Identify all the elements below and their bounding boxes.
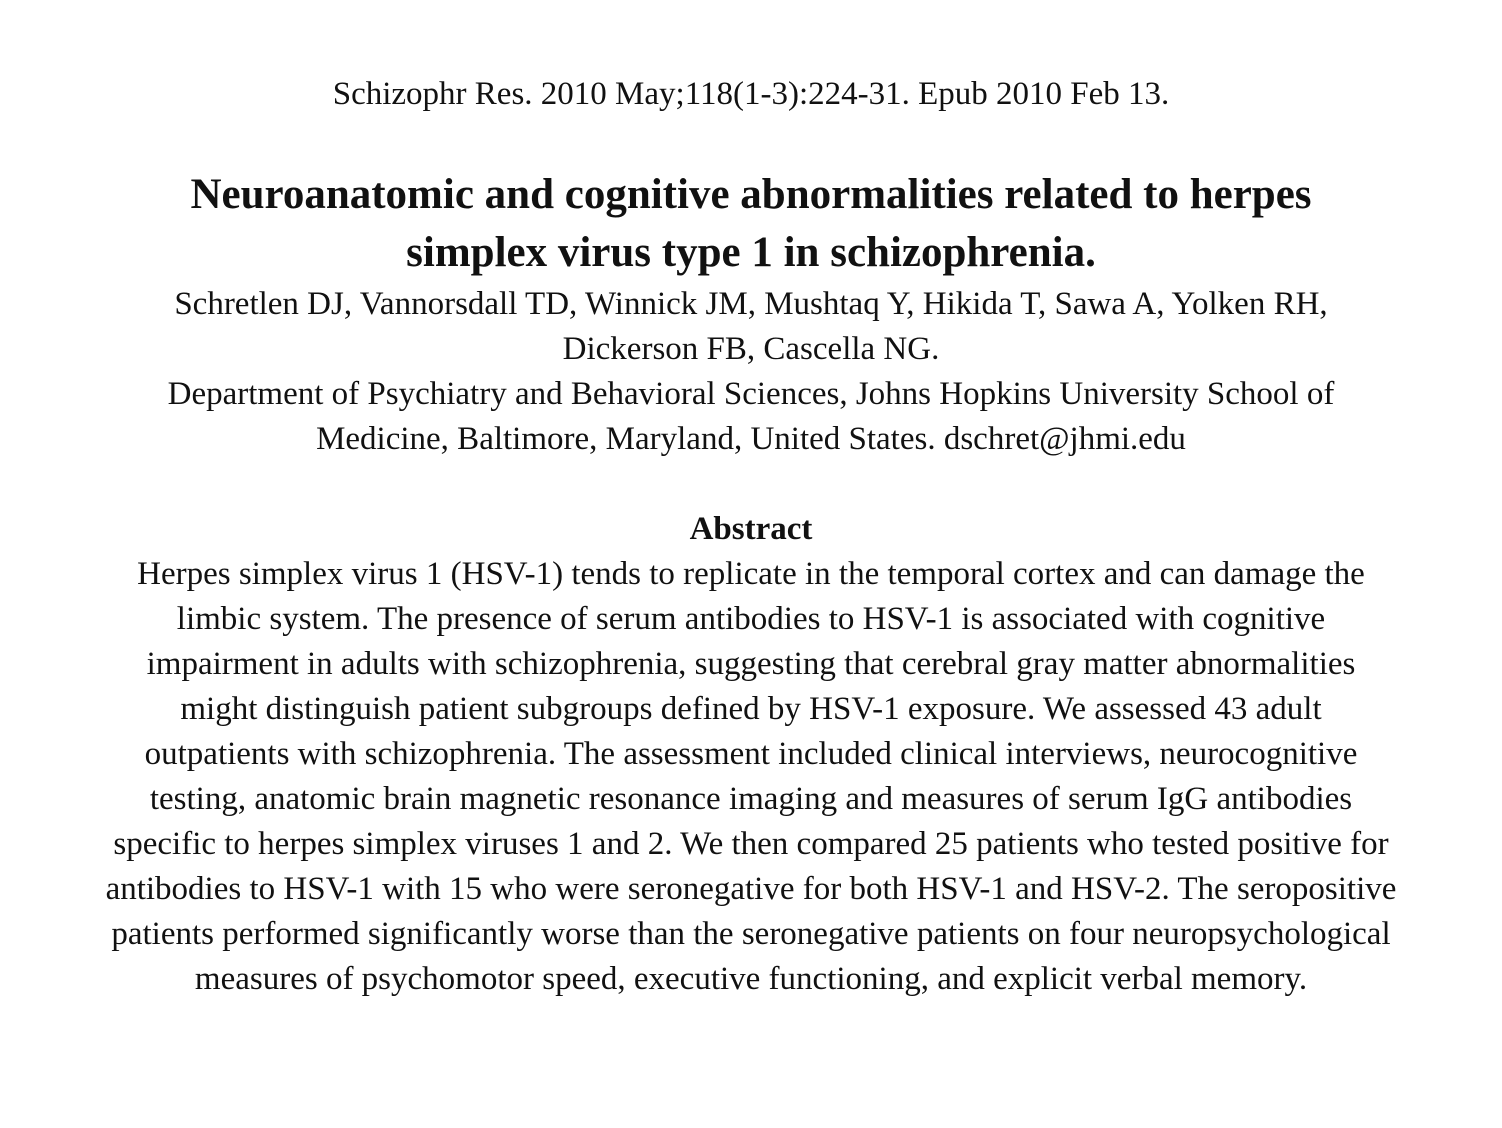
abstract-line: measures of psychomotor speed, executive functioning, and explicit verbal memory. [194, 961, 1308, 997]
authors-line: Schretlen DJ, Vannorsdall TD, Winnick JM, Mushtaq Y, Hikida T, Sawa A, Yolken RH, [174, 286, 1328, 322]
abstract-line: patients performed significantly worse than the seronegative patients on four neuropsychological [111, 916, 1391, 952]
title-line: Neuroanatomic and cognitive abnormalities related to herpes [190, 171, 1312, 218]
abstract-line: antibodies to HSV-1 with 15 who were seronegative for both HSV-1 and HSV-2. The seropositive [105, 871, 1397, 907]
authors-line: Dickerson FB, Cascella NG. [562, 331, 940, 367]
abstract-line: might distinguish patient subgroups defined by HSV-1 exposure. We assessed 43 adult [180, 691, 1322, 727]
title-line: simplex virus type 1 in schizophrenia. [406, 229, 1096, 276]
abstract-line: Herpes simplex virus 1 (HSV-1) tends to replicate in the temporal cortex and can damage the [137, 556, 1365, 592]
paper-title [60, 166, 1442, 282]
affiliation-line: Medicine, Baltimore, Maryland, United States. dschret@jhmi.edu [316, 421, 1186, 457]
abstract-heading: Abstract [689, 511, 813, 547]
abstract-line: outpatients with schizophrenia. The assessment included clinical interviews, neurocognitive [144, 736, 1358, 772]
abstract-line: limbic system. The presence of serum antibodies to HSV-1 is associated with cognitive [176, 601, 1326, 637]
journal-citation: Schizophr Res. 2010 May;118(1-3):224-31. Epub 2010 Feb 13. [332, 76, 1170, 112]
abstract-line: testing, anatomic brain magnetic resonance imaging and measures of serum IgG antibodies [149, 781, 1353, 817]
abstract-line: impairment in adults with schizophrenia, suggesting that cerebral gray matter abnormalities [146, 646, 1356, 682]
author-list [60, 282, 1442, 372]
abstract-line: specific to herpes simplex viruses 1 and 2. We then compared 25 patients who tested positive for [113, 826, 1389, 862]
affiliation-line: Department of Psychiatry and Behavioral Sciences, Johns Hopkins University School of [167, 376, 1335, 412]
affiliation [60, 372, 1442, 462]
abstract-body [18, 552, 1484, 1002]
